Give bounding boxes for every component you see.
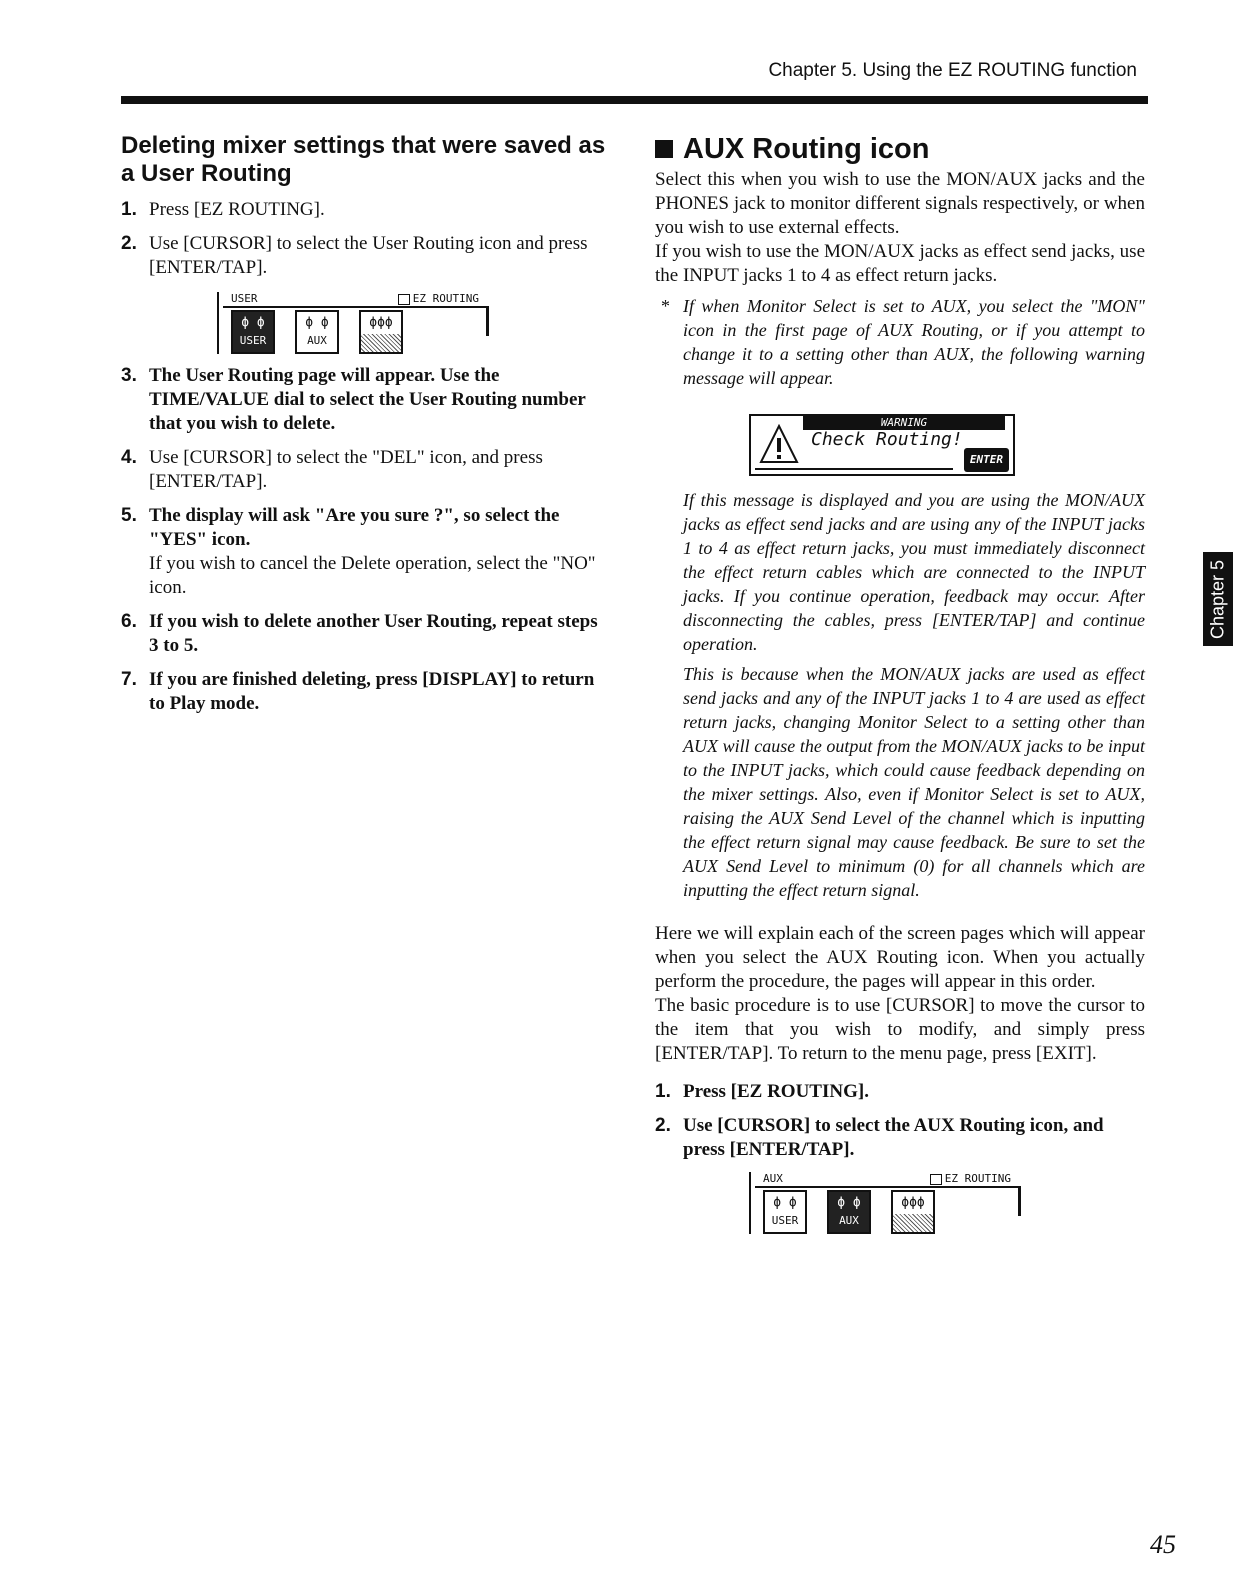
note-paragraph-2: If this message is displayed and you are using the MON/AUX jacks as effect send jacks and are using any of the INPUT jacks 1 to 4 as effect return jacks, you must immediately disconnect the effect return cables which are connected to the INPUT jacks. If you continue operation, feedback may occur. After disconnecting the cables, press [ENTER/TAP] and continue operation. (683, 490, 1145, 654)
step-7: 7. If you are finished deleting, press [DISPLAY] to return to Play mode. (121, 669, 595, 714)
basic-procedure-paragraph: The basic procedure is to use [CURSOR] to move the cursor to the item that you wish to modify, and simply press [ENTER/TAP]. To return to the menu page, press [EXIT]. (655, 995, 1145, 1064)
step-3: 3. The User Routing page will appear. Use the TIME/VALUE dial to select the User Routing number that you wish to delete. (121, 365, 586, 434)
heading-bullet-icon (655, 140, 673, 158)
aux-routing-screen: AUX EZ ROUTING ϕ ϕ USER ϕ ϕ AUX ϕϕϕ (749, 1172, 1021, 1234)
step-6: 6. If you wish to delete another User Routing, repeat steps 3 to 5. (121, 611, 598, 656)
left-column (121, 132, 606, 726)
enter-button[interactable]: ENTER (964, 448, 1009, 472)
aux-icon: ϕ ϕ AUX (827, 1190, 871, 1234)
step-2: 2. Use [CURSOR] to select the User Routing icon and press [ENTER/TAP]. USER EZ ROUTING ϕ ϕ USER ϕ ϕ AUX ϕϕϕ (121, 232, 606, 354)
step-1: 1. Press [EZ ROUTING]. (121, 199, 325, 220)
step-4: 4. Use [CURSOR] to select the "DEL" icon, and press [ENTER/TAP]. (121, 447, 543, 492)
page-number: 45 (1150, 1530, 1176, 1559)
right-column (655, 132, 1145, 1244)
pages-explanation-paragraph: Here we will explain each of the screen pages which will appear when you select the AUX Routing icon. When you actually perform the procedure, the pages will appear in this order. (655, 923, 1145, 992)
warning-message: Check Routing! (811, 429, 963, 450)
chapter-header: Chapter 5. Using the EZ ROUTING function (768, 60, 1137, 81)
note-paragraph-1: If when Monitor Select is set to AUX, you select the "MON" icon in the first page of AUX Routing, or if you attempt to change it to a setting other than AUX, the following warning message will appear. (683, 296, 1145, 388)
warning-note: * If when Monitor Select is set to AUX, you select the "MON" icon in the first page of AUX Routing, or if you attempt to change it to a setting other than AUX, the following warning message will appear. WARNING Check Routing! ENTER If this message is displayed and you are using the MON/AUX jacks as effect send jacks and are using any of the INPUT jacks 1 to 4 as effect return jacks, you must immediately disconnect the effect return cables which are connected to the INPUT jacks. If you continue operation, feedback may occur. After disconnecting the cables, press [ENTER/TAP] and continue operation. This is because when the MON/AUX jacks are used as effect send jacks and any of the INPUT jacks 1 to 4 are used as effect return jacks, changing Monitor Select to a setting other than AUX will cause the output from the MON/AUX jacks to be input to the INPUT jacks, which could cause feedback depending on the mixer settings. Also, even if Monitor Select is set to AUX, raising the AUX Send Level of the channel which is inputting the effect return signal may cause feedback. Be sure to set the AUX Send Level to minimum (0) for all channels which are inputting the effect return signal. (661, 296, 1145, 900)
user-icon: ϕ ϕ USER (763, 1190, 807, 1234)
aux-steps (655, 1080, 1145, 1234)
left-heading: Deleting mixer settings that were saved as a User Routing (121, 132, 606, 187)
note-paragraph-3: This is because when the MON/AUX jacks are used as effect send jacks and any of the INPUT jacks 1 to 4 are used as effect return jacks, changing Monitor Select to a setting other than AUX will cause the output from the MON/AUX jacks to be input to the INPUT jacks, which could cause feedback depending on the mixer settings. Also, even if Monitor Select is set to AUX, raising the AUX Send Level of the channel which is inputting the effect return signal may cause feedback. Be sure to set the AUX Send Level to minimum (0) for all channels which are inputting the effect return signal. (683, 664, 1145, 900)
aux-routing-heading: AUX Routing icon (655, 132, 1145, 166)
aux-step-2: 2. Use [CURSOR] to select the AUX Routing icon, and press [ENTER/TAP]. AUX EZ ROUTING ϕ ϕ USER ϕ ϕ AUX ϕϕϕ (655, 1114, 1145, 1234)
aux-intro-paragraph: Select this when you wish to use the MON/AUX jacks and the PHONES jack to monitor different signals respectively, or when you wish to use external effects. (655, 169, 1145, 238)
user-routing-screen: USER EZ ROUTING ϕ ϕ USER ϕ ϕ AUX ϕϕϕ (217, 292, 489, 354)
aux-icon: ϕ ϕ AUX (295, 310, 339, 354)
external-effect-icon: ϕϕϕ (891, 1190, 935, 1234)
warning-screen (749, 414, 1015, 476)
warning-triangle-icon (759, 424, 799, 464)
warning-title: WARNING (803, 416, 1005, 430)
step-5: 5. The display will ask "Are you sure ?", so select the "YES" icon. If you wish to cancel the Delete operation, select the "NO" icon. (121, 505, 596, 598)
ez-routing-icon (398, 294, 410, 305)
aux-step-1: 1. Press [EZ ROUTING]. (655, 1081, 869, 1102)
warning-screen-wrap (683, 396, 1145, 488)
chapter-tab: Chapter 5 (1203, 552, 1233, 646)
external-effect-icon: ϕϕϕ (359, 310, 403, 354)
ez-routing-icon (930, 1174, 942, 1185)
user-icon: ϕ ϕ USER (231, 310, 275, 354)
header-rule (121, 96, 1148, 104)
delete-steps (121, 198, 606, 716)
aux-effect-paragraph: If you wish to use the MON/AUX jacks as effect send jacks, use the INPUT jacks 1 to 4 as effect return jacks. (655, 241, 1145, 286)
